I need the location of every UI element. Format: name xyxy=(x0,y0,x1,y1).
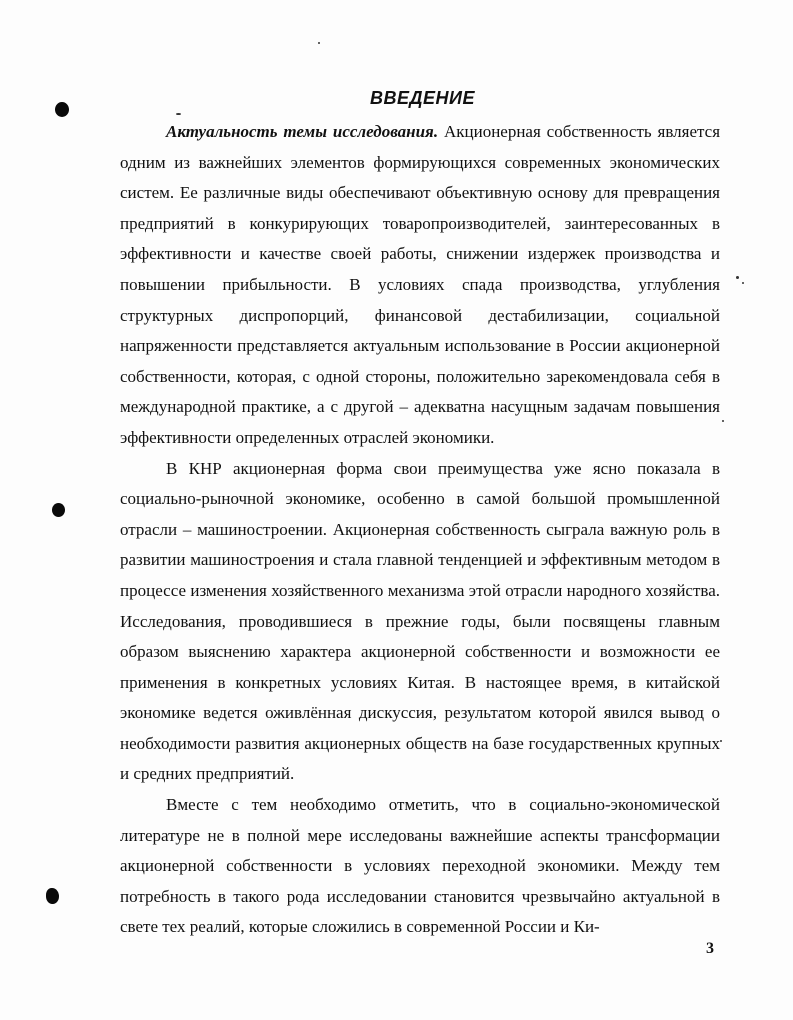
body-text xyxy=(120,117,720,943)
binder-hole-mark xyxy=(52,503,65,517)
binder-hole-mark xyxy=(46,888,59,904)
scan-speck xyxy=(742,282,744,284)
scan-speck xyxy=(722,420,724,422)
scan-speck xyxy=(318,42,320,44)
paragraph-relevance xyxy=(120,117,720,454)
scan-speck xyxy=(736,276,739,279)
scan-speck xyxy=(720,740,722,742)
page-title-text: ВВЕДЕНИЕ xyxy=(370,88,475,108)
page-number: 3 xyxy=(706,940,714,957)
page-title xyxy=(0,88,793,109)
paragraph-gap: Вместе с тем необходимо отметить, что в социально-экономической литературе не в полной мере исследованы важнейшие аспекты трансформации акционерной собственности в условиях переходной экономики. Между тем потребность в такого рода исследовании становится чрезвычайно актуальной в свете тех реалий, которые сложились в современной России и Ки- xyxy=(120,795,720,937)
paragraph-china: В КНР акционерная форма свои преимущества уже ясно показала в социально-рыночной экономике, особенно в самой большой промышленной отрасли – машиностроении. Акционерная собственность сыграла важную роль в развитии машиностроения и стала главной тенденцией и эффективным методом в процессе изменения хозяйственного механизма этой отрасли народного хозяйства. Исследования, проводившиеся в прежние годы, были посвящены главным образом выяснению характера акционерной собственности и возможности ее применения в конкретных условиях Китая. В настоящее время, в китайской экономике ведется оживлённая дискуссия, результатом которой явился вывод о необходимости развития акционерных обществ на базе государственных крупных и средних предприятий. xyxy=(120,458,720,784)
scan-speck xyxy=(176,113,181,115)
paragraph-text: Акционерная собственность является одним из важнейших элементов формирующихся современных экономических систем. Ее различные виды обеспечивают объективную основу для превращения предприятий в конкурирующих товаропроизводителей, заинтересованных в эффективности и качестве своей работы, снижении издержек производства и повышении прибыльности. В условиях спада производства, углубления структурных диспропорций, финансовой дестабилизации, социальной напряженности представляется актуальным использование в России акционерной собственности, которая, с одной стороны, положительно зарекомендовала себя в международной практике, а с другой – адекватна насущным задачам повышения эффективности определенных отраслей экономики. xyxy=(120,122,721,447)
paragraph-lead: Актуальность темы исследования. xyxy=(166,122,439,141)
